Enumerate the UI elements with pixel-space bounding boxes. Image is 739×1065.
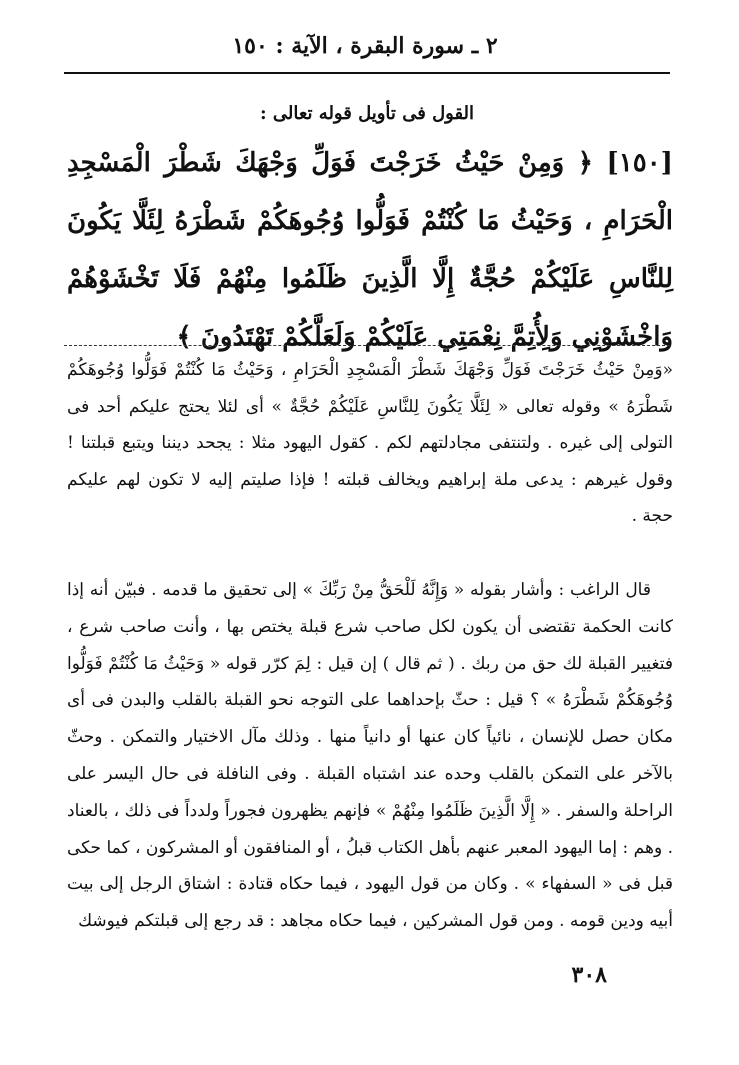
verse-divider [64, 345, 670, 346]
quran-verse-block [67, 134, 673, 366]
commentary-paragraph-1: «وَمِنْ حَيْثُ خَرَجْتَ فَوَلِّ وَجْهَكَ شَطْرَ الْمَسْجِدِ الْحَرَامِ ، وَحَيْثُ مَا كُنْتُمْ فَوَلُّوا وُجُوهَكُمْ شَطْرَهُ » وقوله تعالى « لِئَلَّا يَكُونَ لِلنَّاسِ عَلَيْكُمْ حُجَّةٌ » أى لئلا يحتج عليكم أحد فى التولى إلى غيره . ولتنتفى مجادلتهم لكم . كقول اليهود مثلا : يجحد ديننا ويتبع قبلتنا ! وقول غيرهم : يدعى ملة إبراهيم ويخالف قبلته ! فإذا صليتم إليه لا تكون لهم عليكم حجة . [67, 360, 673, 526]
running-head-title: ٢ ـ سورة البقرة ، الآية : ١٥٠ [232, 33, 498, 59]
commentary-paragraph-2: قال الراغب : وأشار بقوله « وَإِنَّهُ لَلْحَقُّ مِنْ رَبِّكَ » إلى تحقيق ما قدمه . فبيّن أنه إذا كانت الحكمة تقتضى أن يكون لكل صاحب شرع قبلة يختص بها ، وأنت صاحب شرع ، فتغيير القبلة لك حق من ربك . ( ثم قال ) إن قيل : لِمَ كرّر قوله « وَحَيْثُ مَا كُنْتُمْ فَوَلُّوا وُجُوهَكُمْ شَطْرَهُ » ؟ قيل : حثّ بإحداهما على التوجه نحو القبلة بالقلب والبدن فى أى مكان حصل للإنسان ، نائياً كان عنها أو دانياً منها . وذلك مآل الاختيار والتمكن . وحثّ بالآخر على التمكن بالقلب وحده عند اشتباه القبلة . وفى النافلة فى حال اليسر على الراحلة والسفر . « إِلَّا الَّذِينَ ظَلَمُوا مِنْهُمْ » فإنهم يظهرون فجوراً ولدداً فى ذلك ، بالعناد . وهم : إما اليهود المعبر عنهم بأهل الكتاب قبلُ ، أو المنافقون أو المشركون ، كما حكى قبل فى « السفهاء » . وكان من قول اليهود ، فيما حكاه قتادة : اشتاق الرجل إلى بيت أبيه ودين قومه . ومن قول المشركين ، فيما حكاه مجاهد : قد رجع إلى قبلتكم فيوشك [67, 580, 673, 932]
verse-text: ﴿ وَمِنْ حَيْثُ خَرَجْتَ فَوَلِّ وَجْهَكَ شَطْرَ الْمَسْجِدِ الْحَرَامِ ، وَحَيْثُ مَا كُنْتُمْ فَوَلُّوا وُجُوهَكُمْ شَطْرَهُ لِئَلَّا يَكُونَ لِلنَّاسِ عَلَيْكُمْ حُجَّةٌ إِلَّا الَّذِينَ ظَلَمُوا مِنْهُمْ فَلَا تَخْشَوْهُمْ وَاخْشَوْنِي وَلِأُتِمَّ نِعْمَتِي عَلَيْكُمْ وَلَعَلَّكُمْ تَهْتَدُونَ ﴾ [67, 148, 673, 352]
header-divider [64, 72, 670, 74]
commentary-paragraph-2-block [67, 572, 673, 940]
verse-number: [١٥٠] [606, 148, 673, 178]
page-number: ٣٠٨ [571, 962, 607, 988]
section-heading: القول فى تأويل قوله تعالى : [259, 103, 475, 124]
